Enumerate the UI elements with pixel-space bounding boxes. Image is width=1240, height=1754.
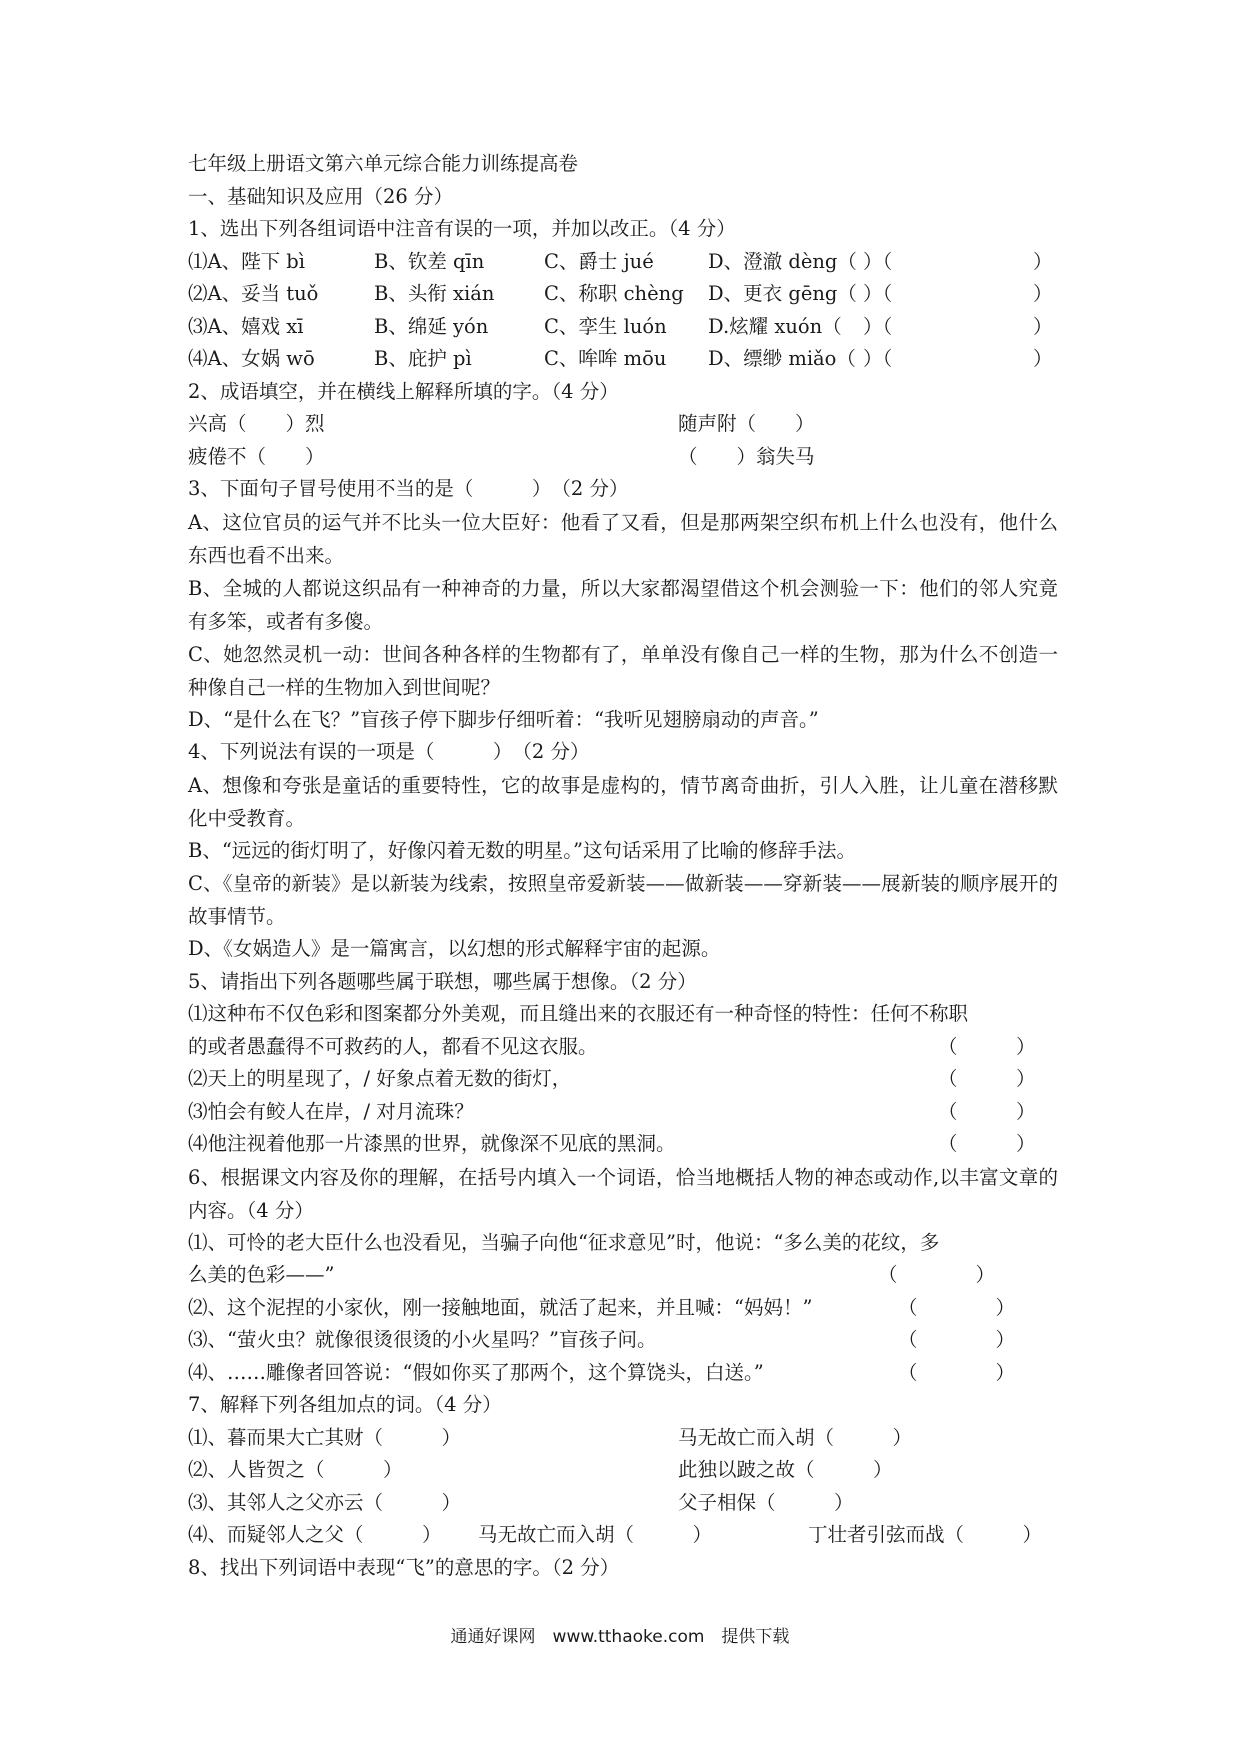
- answer-blank-close: ）: [1033, 314, 1053, 338]
- answer-blank[interactable]: ）（: [863, 249, 893, 273]
- question-1-stem: 1、选出下列各组词语中注音有误的一项，并加以改正。（4 分）: [188, 217, 736, 240]
- word-blank[interactable]: 马无故亡而入胡（ ）: [678, 1425, 913, 1449]
- word-blank[interactable]: 丁壮者引弦而战（ ）: [808, 1523, 1043, 1546]
- answer-blank[interactable]: （ ）: [938, 1034, 1036, 1058]
- option-c: C、哞哞 mōu: [544, 347, 667, 370]
- question-3-option-c: C、她忽然灵机一动：世间各种各样的生物都有了，单单没有像自己一样的生物，那为什么不创造一种像自己一样的生物加入到世间呢？: [188, 642, 1058, 699]
- answer-blank[interactable]: ）（: [863, 314, 893, 338]
- word-blank[interactable]: ⑴、暮而果大亡其财（ ）: [188, 1425, 462, 1449]
- option-a: ⑴A、陛下 bì: [188, 249, 306, 273]
- word-blank[interactable]: ⑶、其邻人之父亦云（ ）: [188, 1490, 462, 1514]
- question-3-option-a: A、这位官员的运气并不比头一位大臣好：他看了又看，但是那两架空织布机上什么也没有，他什么东西也看不出来。: [188, 510, 1058, 567]
- option-c: C、称职 chèng: [544, 282, 684, 305]
- question-1-row: [188, 343, 1058, 376]
- item-text: ⑵、这个泥捏的小家伙，刚一接触地面，就活了起来，并且喊：“妈妈！”: [188, 1295, 813, 1319]
- question-5-stem: 5、请指出下列各题哪些属于联想，哪些属于想像。（2 分）: [188, 969, 697, 993]
- footer-credit: 通通好课网 www.tthaoke.com 提供下载: [450, 1627, 790, 1647]
- idiom-blank[interactable]: 疲倦不（ ）: [188, 444, 325, 468]
- question-3-stem: 3、下面句子冒号使用不当的是（ ） （2 分）: [188, 477, 629, 500]
- question-7-row: [188, 1487, 1058, 1520]
- option-d: D、缥缈 miǎo（: [708, 347, 856, 370]
- option-c: C、爵士 jué: [544, 249, 654, 273]
- question-2-stem: 2、成语填空，并在横线上解释所填的字。（4 分）: [188, 379, 619, 403]
- answer-blank[interactable]: （ ）: [898, 1360, 1016, 1384]
- answer-blank[interactable]: （ ）: [938, 1099, 1036, 1123]
- item-text: ⑷、……雕像者回答说：“假如你买了那两个，这个算饶头，白送。”: [188, 1360, 764, 1384]
- option-c: C、孪生 luón: [544, 314, 667, 338]
- question-3-option-b: B、全城的人都说这织品有一种神奇的力量，所以大家都渴望借这个机会测验一下：他们的邻人究竟有多笨，或者有多傻。: [188, 576, 1058, 633]
- answer-blank-close: ）: [1033, 282, 1053, 305]
- question-4-option-a: A、想像和夸张是童话的重要特性，它的故事是虚构的，情节离奇曲折，引人入胜，让儿童在潜移默化中受教育。: [188, 773, 1058, 830]
- question-1-row: [188, 278, 1058, 311]
- answer-blank-close: ）: [1033, 347, 1053, 370]
- question-4-option-b: B、“远远的街灯明了，好像闪着无数的明星。”这句话采用了比喻的修辞手法。: [188, 838, 857, 862]
- option-a: ⑶A、嬉戏 xī: [188, 314, 304, 338]
- exam-content: [188, 148, 1058, 1584]
- question-5-item-2: [188, 1063, 1058, 1096]
- answer-blank[interactable]: （ ）: [938, 1132, 1036, 1155]
- answer-blank-close: ）: [1033, 249, 1053, 273]
- item-text: ⑵天上的明星现了，/ 好象点着无数的街灯，: [188, 1067, 572, 1090]
- answer-blank[interactable]: ）（: [863, 282, 893, 305]
- option-b: B、庇护 pì: [374, 347, 472, 370]
- answer-blank[interactable]: （ ）: [898, 1295, 1016, 1319]
- question-6-item-2: [188, 1292, 1058, 1325]
- idiom-row: [188, 408, 1058, 441]
- exam-title: 七年级上册语文第六单元综合能力训练提高卷: [188, 152, 579, 175]
- word-blank[interactable]: ⑷、而疑邻人之父（ ）: [188, 1523, 442, 1546]
- option-a: ⑵A、妥当 tuǒ: [188, 282, 319, 305]
- option-d: D、更衣 gēng（: [708, 282, 857, 305]
- option-b: B、钦差 qīn: [374, 249, 485, 273]
- answer-blank[interactable]: （ ）: [898, 1328, 1016, 1351]
- option-b: B、绵延 yón: [374, 314, 489, 338]
- idiom-blank[interactable]: 随声附（ ）: [678, 412, 815, 435]
- word-blank[interactable]: 父子相保（ ）: [678, 1490, 854, 1514]
- question-5-item-1: ⑴这种布不仅色彩和图案都分外美观，而且缝出来的衣服还有一种奇怪的特性：任何不称职: [188, 1002, 969, 1025]
- question-1-row: [188, 311, 1058, 344]
- question-7-row: [188, 1519, 1058, 1552]
- question-4-option-d: D、《女娲造人》是一篇寓言，以幻想的形式解释宇宙的起源。: [188, 937, 721, 960]
- answer-blank[interactable]: （ ）: [878, 1263, 996, 1286]
- question-6-item-1-cont: [188, 1259, 1058, 1292]
- option-a: ⑷A、女娲 wō: [188, 347, 315, 370]
- question-7-row: [188, 1422, 1058, 1455]
- question-7-row: [188, 1454, 1058, 1487]
- idiom-blank[interactable]: 兴高（ ）烈: [188, 412, 325, 435]
- answer-blank[interactable]: ）（: [863, 347, 893, 370]
- question-3-option-d: D、“是什么在飞？”盲孩子停下脚步仔细听着：“我听见翅膀扇动的声音。”: [188, 707, 819, 731]
- question-4-option-c: C、《皇帝的新装》是以新装为线索，按照皇帝爱新装——做新装——穿新装——展新装的顺序展开的故事情节。: [188, 872, 1058, 928]
- question-5-item-4: [188, 1128, 1058, 1161]
- question-6-item-1: ⑴、可怜的老大臣什么也没看见，当骗子向他“征求意见”时，他说：“多么美的花纹，多: [188, 1230, 940, 1254]
- question-1-row: [188, 246, 1058, 279]
- item-text: 么美的色彩——”: [188, 1263, 335, 1286]
- question-8-stem: 8、找出下列词语中表现“飞”的意思的字。（2 分）: [188, 1555, 620, 1579]
- option-b: B、头衔 xián: [374, 282, 495, 305]
- idiom-row: [188, 441, 1058, 474]
- section-heading: 一、基础知识及应用（26 分）: [188, 184, 454, 208]
- option-d: D.炫耀 xuón（: [708, 314, 842, 338]
- item-text: 的或者愚蠢得不可救药的人，都看不见这衣服。: [188, 1034, 598, 1058]
- question-5-item-3: [188, 1096, 1058, 1129]
- option-d: D、澄澈 dèng（: [708, 249, 857, 273]
- question-6-stem: 6、根据课文内容及你的理解，在括号内填入一个词语，恰当地概括人物的神态或动作,以丰富文章的内容。（4 分）: [188, 1165, 1058, 1222]
- question-6-item-4: [188, 1357, 1058, 1390]
- question-6-item-3: [188, 1324, 1058, 1357]
- item-text: ⑶怕会有鲛人在岸，/ 对月流珠？: [188, 1099, 474, 1123]
- question-7-stem: 7、解释下列各组加点的词。（4 分）: [188, 1393, 502, 1416]
- word-blank[interactable]: 马无故亡而入胡（ ）: [478, 1523, 713, 1546]
- item-text: ⑷他注视着他那一片漆黑的世界，就像深不见底的黑洞。: [188, 1132, 676, 1155]
- word-blank[interactable]: ⑵、人皆贺之（ ）: [188, 1458, 403, 1481]
- question-5-item-1-cont: [188, 1031, 1058, 1064]
- idiom-blank[interactable]: （ ）翁失马: [678, 444, 815, 468]
- word-blank[interactable]: 此独以跛之故（ ）: [678, 1458, 893, 1481]
- question-4-stem: 4、下列说法有误的一项是（ ） （2 分）: [188, 740, 590, 763]
- answer-blank[interactable]: （ ）: [938, 1067, 1036, 1090]
- item-text: ⑶、“萤火虫？就像很烫很烫的小火星吗？”盲孩子问。: [188, 1328, 657, 1351]
